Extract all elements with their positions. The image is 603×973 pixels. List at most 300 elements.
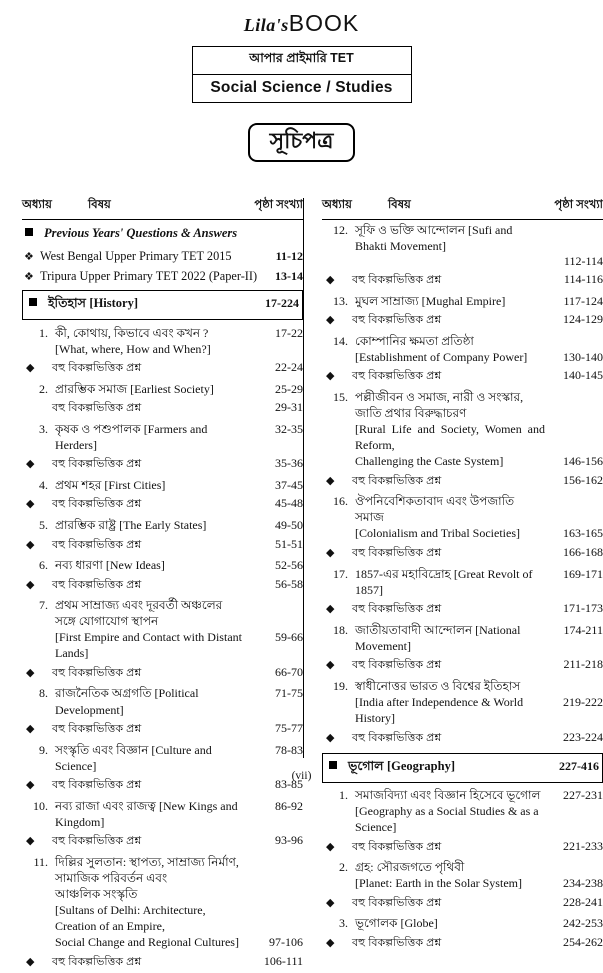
toc-entry[interactable] <box>22 323 303 358</box>
toc-entry-line <box>355 622 603 654</box>
left-entry-list <box>22 323 303 973</box>
toc-mcq-pages: 254-262 <box>563 935 603 950</box>
section-title-geography-en: [Geography] <box>386 758 456 773</box>
toc-mcq-row[interactable] <box>322 471 603 492</box>
toc-mcq-row[interactable] <box>322 655 603 676</box>
section-title-history <box>48 295 259 315</box>
toc-entry-text-en: [What, where, How and When?] <box>55 341 211 356</box>
toc-entry-text <box>55 902 245 934</box>
list-item[interactable] <box>22 266 303 286</box>
toc-entry-text-en: [Earliest Society] <box>127 381 214 396</box>
diamond-bullet-icon: ◆ <box>326 840 335 853</box>
brand-line <box>0 10 603 37</box>
toc-entry-text-en: [Establishment of Company Power] <box>355 349 528 364</box>
toc-entry-text-en: [Political Development] <box>55 686 199 717</box>
toc-mcq-pages: 56-58 <box>275 576 303 591</box>
toc-mcq-label: বহু বিকল্পভিত্তিক প্রশ্ন <box>52 498 142 511</box>
diamond-bullet-icon: ◆ <box>26 779 35 792</box>
toc-entry-lines <box>355 493 603 541</box>
header-subject: বিষয় <box>88 199 111 211</box>
diamond-bullet-icon: ◆ <box>326 547 335 560</box>
toc-entry-pages: 78-83 <box>275 742 303 757</box>
toc-entry-pages: 163-165 <box>563 526 603 541</box>
page-folio: (vii) <box>291 770 312 782</box>
toc-entry-text-bn: প্রারম্ভিক রাষ্ট্র <box>55 517 117 532</box>
toc-entry-lines <box>55 798 303 830</box>
toc-mcq-label: বহু বিকল্পভিত্তিক প্রশ্ন <box>352 731 442 744</box>
toc-entry-number: 5. <box>39 517 48 532</box>
toc-mcq-pages: 66-70 <box>275 664 303 679</box>
toc-entry-text-en: [Great Revolt of 1857] <box>355 566 533 597</box>
toc-entry-text-bn: গ্রহ: সৌরজগতে পৃথিবী <box>355 860 465 875</box>
toc-entry-text <box>55 557 245 573</box>
toc-entry-lines <box>55 517 303 533</box>
toc-mcq-label: বহু বিকল্পভিত্তিক প্রশ্ন <box>52 538 142 551</box>
black-square-bullet-icon <box>25 228 33 236</box>
toc-entry-line <box>355 293 603 309</box>
toc-entry-line <box>55 325 303 341</box>
toc-entry-lines <box>55 685 303 717</box>
toc-mcq-row[interactable] <box>322 366 603 387</box>
toc-entry-text <box>55 597 245 629</box>
toc-entry-text-bn: পল্লীজীবন ও সমাজ, নারী ও সংস্কার, জাতি প্রথার বিরুদ্ধাচরণ <box>355 389 524 420</box>
header-chapter: অধ্যায় <box>22 199 52 211</box>
toc-entry-line <box>355 875 603 891</box>
toc-entry-lines <box>55 381 303 397</box>
toc-column-right <box>322 196 603 973</box>
toc-mcq-row[interactable] <box>322 543 603 564</box>
list-item-label: West Bengal Upper Primary TET 2015 <box>40 249 232 263</box>
diamond-bullet-icon: ◆ <box>326 937 335 950</box>
toc-entry-pages: 71-75 <box>275 686 303 701</box>
toc-entry-line <box>55 597 303 629</box>
toc-entry-text-bn: দিল্লির সুলতান: স্থাপত্য, সাম্রাজ্য নির্মাণ, সামাজিক পরিবর্তন এবং <box>55 854 239 885</box>
toc-entry[interactable] <box>322 387 603 470</box>
toc-mcq-pages: 223-224 <box>563 729 603 744</box>
toc-entry[interactable] <box>322 914 603 933</box>
toc-entry-text-bn: কোম্পানির ক্ষমতা প্রতিষ্ঠা <box>355 333 474 348</box>
toc-mcq-pages: 106-111 <box>263 953 303 968</box>
toc-entry-text <box>355 694 545 726</box>
toc-entry-text <box>355 421 545 453</box>
toc-column-left <box>22 196 303 973</box>
toc-mcq-row[interactable] <box>322 310 603 331</box>
toc-entry-number: 3. <box>39 421 48 436</box>
toc-entry[interactable] <box>22 379 303 398</box>
toc-entry-text-bn: প্রারম্ভিক সমাজ <box>55 381 128 396</box>
toc-mcq-pages: 83-85 <box>275 777 303 792</box>
toc-mcq-pages: 140-145 <box>563 368 603 383</box>
toc-mcq-row[interactable] <box>322 893 603 914</box>
subject-title: Social Science / Studies <box>210 79 393 96</box>
toc-entry-line <box>355 254 603 269</box>
toc-entry-pages: 52-56 <box>275 558 303 573</box>
toc-entry-text-bn: রাজনৈতিক অগ্রগতি <box>55 686 152 701</box>
toc-mcq-label: বহু বিকল্পভিত্তিক প্রশ্ন <box>52 835 142 848</box>
header-pages: পৃষ্ঠা সংখ্যা <box>554 199 603 211</box>
toc-entry-text-en: [India after Independence & World History] <box>355 694 524 725</box>
toc-entry-text <box>355 222 545 254</box>
toc-entry-line <box>55 902 303 934</box>
diamond-bullet-icon: ◆ <box>26 723 35 736</box>
toc-entry-text-en: [Geography as a Social Studies & as a Science] <box>355 804 539 835</box>
toc-entry-pages: 174-211 <box>563 622 603 637</box>
toc-entry-text-en: [Globe] <box>397 916 438 931</box>
toc-entry-line <box>55 685 303 717</box>
toc-mcq-row[interactable] <box>22 358 303 379</box>
toc-entry-line <box>355 803 603 835</box>
diamond-bullet-icon: ◆ <box>26 578 35 591</box>
toc-entry-text <box>55 325 245 341</box>
diamond-bullet-icon: ◆ <box>26 835 35 848</box>
toc-entry-lines <box>355 787 603 835</box>
toc-mcq-row[interactable] <box>22 494 303 515</box>
toc-entry-line <box>55 381 303 397</box>
toc-entry-pages: 17-22 <box>275 325 303 340</box>
toc-entry-text <box>355 678 545 694</box>
toc-mcq-row[interactable] <box>22 454 303 475</box>
toc-mcq-pages: 75-77 <box>275 721 303 736</box>
toc-entry-text-en: [Mughal Empire] <box>418 293 506 308</box>
diamond-bullet-icon: ◆ <box>26 362 35 375</box>
toc-entry-line <box>355 333 603 349</box>
toc-entry-number: 10. <box>33 798 48 813</box>
toc-mcq-row[interactable] <box>322 837 603 858</box>
toc-entry-text-en: [Rural Life and Society, Women and Reform, <box>355 422 545 453</box>
toc-mcq-row[interactable] <box>22 663 303 684</box>
toc-entry-text-en: [Colonialism and Tribal Societies] <box>355 526 520 541</box>
toc-entry[interactable] <box>22 852 303 951</box>
toc-mcq-row[interactable] <box>322 270 603 291</box>
title-box <box>192 46 412 103</box>
toc-entry-number: 18. <box>333 622 348 637</box>
toc-entry-text <box>355 787 545 803</box>
toc-mcq-label: বহু বিকল্পভিত্তিক প্রশ্ন <box>52 779 142 792</box>
section-pages-history: 17-224 <box>265 296 299 310</box>
exam-title: আপার প্রাইমারি TET <box>193 47 411 75</box>
toc-mcq-row[interactable] <box>322 728 603 749</box>
toc-entry-lines <box>355 333 603 365</box>
toc-mcq-label: বহু বিকল্পভিত্তিক প্রশ্ন <box>352 840 442 853</box>
toc-mcq-pages: 221-233 <box>563 838 603 853</box>
toc-entry-text-en: [Planet: Earth in the Solar System] <box>355 876 522 891</box>
toc-mcq-pages: 156-162 <box>563 472 603 487</box>
toc-entry-line <box>55 798 303 830</box>
toc-mcq-label: বহু বিকল্পভিত্তিক প্রশ্ন <box>352 937 442 950</box>
toc-mcq-row[interactable] <box>22 398 303 419</box>
toc-entry-text-en: [National Movement] <box>355 622 521 653</box>
toc-entry-number: 12. <box>333 222 348 237</box>
toc-entry-pages: 234-238 <box>563 876 603 891</box>
toc-entry-number: 7. <box>39 598 48 613</box>
list-item-pages: 13-14 <box>275 269 303 283</box>
column-header-left <box>22 196 303 220</box>
toc-entry[interactable] <box>22 796 303 831</box>
diamond-bullet-icon: ◆ <box>26 458 35 471</box>
toc-mcq-label: বহু বিকল্পভিত্তিক প্রশ্ন <box>352 603 442 616</box>
toc-mcq-pages: 124-129 <box>563 312 603 327</box>
toc-entry-line <box>55 421 303 453</box>
toc-entry-text-bn: কী, কোথায়, কিভাবে এবং কখন ? <box>55 325 209 340</box>
toc-entry-text-bn: ঔপনিবেশিকতাবাদ এবং উপজাতি সমাজ <box>355 494 515 525</box>
toc-mcq-pages: 22-24 <box>275 360 303 375</box>
toc-mcq-pages: 166-168 <box>563 545 603 560</box>
toc-mcq-pages: 114-116 <box>563 272 603 287</box>
toc-mcq-label: বহু বিকল্পভিত্তিক প্রশ্ন <box>52 666 142 679</box>
toc-entry-number: 15. <box>333 389 348 404</box>
toc-entry-text-en: [Culture and Science] <box>55 742 212 773</box>
toc-entry-number: 17. <box>333 566 348 581</box>
toc-entry-text <box>355 803 545 835</box>
toc-mcq-row[interactable] <box>22 952 303 973</box>
toc-entry-text <box>55 421 245 453</box>
toc-entry-line <box>55 341 303 357</box>
masthead <box>0 0 603 162</box>
toc-entry-text <box>355 333 545 349</box>
toc-entry-text <box>355 859 545 875</box>
toc-entry[interactable] <box>322 220 603 270</box>
toc-entry-text-bn: সমাজবিদ্যা এবং বিজ্ঞান হিসেবে ভূগোল <box>355 788 541 803</box>
section-title-history-bn: ইতিহাস <box>48 296 86 310</box>
toc-entry-text-en: [Sultans of Delhi: Architecture, Creation of an Empire, <box>55 903 206 934</box>
toc-entry-text <box>55 381 245 397</box>
toc-mcq-label: বহু বিকল্পভিত্তিক প্রশ্ন <box>352 547 442 560</box>
toc-entry[interactable] <box>22 596 303 663</box>
toc-entry-number: 2. <box>39 381 48 396</box>
toc-entry-lines <box>355 222 603 269</box>
toc-entry-pages: 97-106 <box>269 935 303 950</box>
toc-entry-lines <box>355 566 603 598</box>
toc-mcq-row[interactable] <box>22 535 303 556</box>
column-divider <box>303 198 304 758</box>
toc-entry-text <box>355 493 545 525</box>
toc-mcq-label: বহু বিকল্পভিত্তিক প্রশ্ন <box>352 274 442 287</box>
toc-mcq-row[interactable] <box>22 575 303 596</box>
toc-entry-text-en: Challenging the Caste System] <box>355 454 504 469</box>
section-title-previous-years: Previous Years' Questions & Answers <box>44 226 238 240</box>
toc-columns <box>0 196 603 973</box>
toc-entry-pages: 59-66 <box>275 630 303 645</box>
toc-entry[interactable] <box>22 475 303 494</box>
diamond-bullet-icon: ◆ <box>26 666 35 679</box>
toc-entry-lines <box>355 678 603 726</box>
toc-entry[interactable] <box>322 331 603 366</box>
toc-entry[interactable] <box>322 564 603 599</box>
toc-entry-line <box>355 859 603 875</box>
toc-entry[interactable] <box>322 786 603 837</box>
toc-entry-text-bn: নব্য রাজা এবং রাজত্ব <box>55 798 156 813</box>
toc-entry-text <box>55 341 245 357</box>
header-subject: বিষয় <box>388 199 411 211</box>
toc-entry-pages: 242-253 <box>563 916 603 931</box>
toc-entry-number: 9. <box>39 742 48 757</box>
toc-mcq-pages: 29-31 <box>275 400 303 415</box>
toc-entry[interactable] <box>22 419 303 454</box>
star-bullet-icon: ❖ <box>24 251 34 263</box>
toc-mcq-row[interactable] <box>322 599 603 620</box>
toc-entry-pages: 32-35 <box>275 421 303 436</box>
toc-entry-number: 2. <box>339 860 348 875</box>
toc-entry-line <box>355 453 603 469</box>
toc-entry-pages: 86-92 <box>275 798 303 813</box>
toc-entry-text-en: [Farmers and Herders] <box>55 421 208 452</box>
toc-mcq-pages: 35-36 <box>275 456 303 471</box>
toc-entry-text-bn: ভূগোলক <box>355 916 398 931</box>
toc-mcq-row[interactable] <box>322 933 603 954</box>
toc-mcq-row[interactable] <box>22 719 303 740</box>
toc-entry-text-bn: 1857-এর মহাবিদ্রোহ <box>355 566 451 581</box>
diamond-bullet-icon: ◆ <box>326 474 335 487</box>
toc-entry-text-en: [New Ideas] <box>102 558 165 573</box>
diamond-bullet-icon: ◆ <box>26 498 35 511</box>
toc-entry-text <box>55 629 245 661</box>
toc-entry-number: 3. <box>339 916 348 931</box>
diamond-bullet-icon: ◆ <box>26 538 35 551</box>
toc-entry-number: 11. <box>33 854 48 869</box>
toc-mcq-label: বহু বিকল্পভিত্তিক প্রশ্ন <box>352 474 442 487</box>
toc-entry-line <box>355 525 603 541</box>
toc-entry-lines <box>355 293 603 309</box>
toc-entry[interactable] <box>322 620 603 655</box>
toc-mcq-pages: 228-241 <box>563 894 603 909</box>
toc-entry[interactable] <box>22 684 303 719</box>
toc-entry-text <box>55 742 245 774</box>
toc-entry-line <box>55 886 303 902</box>
toc-entry-text-bn: নব্য ধারণা <box>55 558 103 573</box>
toc-entry-pages: 227-231 <box>563 788 603 803</box>
section-title-geography-bn: ভূগোল <box>348 758 384 773</box>
toc-entry-text <box>55 934 245 950</box>
toc-entry-text-bn: সংস্কৃতি এবং বিজ্ঞান <box>55 742 149 757</box>
toc-entry-text-bn: মুঘল সাম্রাজ্য <box>355 293 419 308</box>
toc-entry-line <box>355 694 603 726</box>
toc-entry-text <box>355 622 545 654</box>
toc-entry[interactable] <box>322 291 603 310</box>
toc-entry-pages: 169-171 <box>563 566 603 581</box>
toc-entry[interactable] <box>22 515 303 534</box>
column-header-right <box>322 196 603 220</box>
black-square-bullet-icon <box>29 298 37 306</box>
toc-entry-text <box>355 915 545 931</box>
toc-entry[interactable] <box>322 858 603 893</box>
toc-mcq-label: বহু বিকল্পভিত্তিক প্রশ্ন <box>52 723 142 736</box>
right-entry-list-geography <box>322 786 603 954</box>
toc-entry-lines <box>55 557 303 573</box>
toc-mcq-pages: 211-218 <box>563 657 603 672</box>
star-bullet-icon: ❖ <box>24 271 34 283</box>
toc-entry-number: 14. <box>333 333 348 348</box>
toc-entry-text-bn: কৃষক ও পশুপালক <box>55 421 141 436</box>
toc-entry-text <box>355 525 545 541</box>
toc-entry-line <box>55 629 303 661</box>
toc-mcq-pages: 45-48 <box>275 496 303 511</box>
toc-entry-text <box>55 477 245 493</box>
toc-entry-text-bn: প্রথম সাম্রাজ্য এবং দূরবর্তী অঞ্চলের সঙ্গে যোগাযোগ স্থাপন <box>55 598 223 629</box>
toc-entry-pages: 37-45 <box>275 477 303 492</box>
toc-entry-text <box>55 685 245 717</box>
toc-mcq-pages: 171-173 <box>563 601 603 616</box>
list-item[interactable] <box>22 246 303 266</box>
toc-entry-text-en: [Sufi and Bhakti Movement] <box>355 222 513 253</box>
toc-entry-text <box>355 293 545 309</box>
toc-mcq-row[interactable] <box>22 831 303 852</box>
toc-entry-text <box>355 453 545 469</box>
toc-entry-lines <box>355 389 603 469</box>
toc-entry-text-en: [First Cities] <box>101 477 166 492</box>
diamond-bullet-icon: ◆ <box>326 314 335 327</box>
toc-mcq-label: বহু বিকল্পভিত্তিক প্রশ্ন <box>52 578 142 591</box>
toc-entry[interactable] <box>322 492 603 543</box>
toc-entry-number: 19. <box>333 678 348 693</box>
toc-entry-pages: 49-50 <box>275 517 303 532</box>
toc-entry-line <box>55 557 303 573</box>
section-previous-years[interactable] <box>22 220 303 246</box>
toc-mcq-label: বহু বিকল্পভিত্তিক প্রশ্ন <box>352 659 442 672</box>
toc-entry-number: 13. <box>333 293 348 308</box>
black-square-bullet-icon <box>329 761 337 769</box>
brand-script: Lila's <box>243 15 289 35</box>
toc-entry-number: 1. <box>339 788 348 803</box>
toc-entry-lines <box>355 915 603 931</box>
toc-entry-line <box>55 854 303 886</box>
toc-entry[interactable] <box>322 676 603 727</box>
toc-entry-text-bn: আঞ্চলিক সংস্কৃতি <box>55 887 138 902</box>
toc-entry-line <box>355 222 603 254</box>
toc-entry-line <box>355 389 603 421</box>
toc-entry-number: 8. <box>39 686 48 701</box>
toc-entry-text-bn: প্রথম শহর <box>55 477 102 492</box>
toc-entry-line <box>355 915 603 931</box>
toc-entry-number: 16. <box>333 494 348 509</box>
right-entry-list-history <box>322 220 603 749</box>
toc-entry-text <box>355 875 545 891</box>
diamond-bullet-icon: ◆ <box>326 731 335 744</box>
toc-mcq-label: বহু বিকল্পভিত্তিক প্রশ্ন <box>52 955 142 968</box>
toc-entry-pages: 112-114 <box>563 253 603 268</box>
toc-entry-line <box>355 493 603 525</box>
toc-entry-lines <box>355 859 603 891</box>
toc-entry-text-en: [First Empire and Contact with Distant Lands] <box>55 630 242 661</box>
toc-entry-line <box>55 517 303 533</box>
toc-entry-text <box>355 566 545 598</box>
toc-entry[interactable] <box>22 556 303 575</box>
section-history[interactable] <box>22 290 303 320</box>
header-chapter: অধ্যায় <box>322 199 352 211</box>
toc-entry-lines <box>55 421 303 453</box>
toc-entry-pages: 146-156 <box>563 454 603 469</box>
toc-mcq-label: বহু বিকল্পভিত্তিক প্রশ্ন <box>352 896 442 909</box>
toc-entry-text <box>355 389 545 421</box>
toc-banner-wrap <box>0 123 603 162</box>
toc-mcq-label: বহু বিকল্পভিত্তিক প্রশ্ন <box>352 314 442 327</box>
toc-entry-number: 6. <box>39 558 48 573</box>
toc-mcq-label: বহু বিকল্পভিত্তিক প্রশ্ন <box>52 402 142 415</box>
diamond-bullet-icon: ◆ <box>326 370 335 383</box>
toc-entry-line <box>55 742 303 774</box>
toc-entry-line <box>355 787 603 803</box>
toc-entry-pages: 219-222 <box>563 694 603 709</box>
toc-entry-lines <box>55 325 303 357</box>
section-pages-geography: 227-416 <box>559 758 599 773</box>
list-item-pages: 11-12 <box>275 249 303 263</box>
toc-entry-text <box>55 854 245 886</box>
toc-entry-text <box>55 798 245 830</box>
diamond-bullet-icon: ◆ <box>326 274 335 287</box>
diamond-bullet-icon: ◆ <box>26 955 35 968</box>
toc-entry-text <box>355 349 545 365</box>
diamond-bullet-icon: ◆ <box>326 896 335 909</box>
toc-mcq-label: বহু বিকল্পভিত্তিক প্রশ্ন <box>352 370 442 383</box>
